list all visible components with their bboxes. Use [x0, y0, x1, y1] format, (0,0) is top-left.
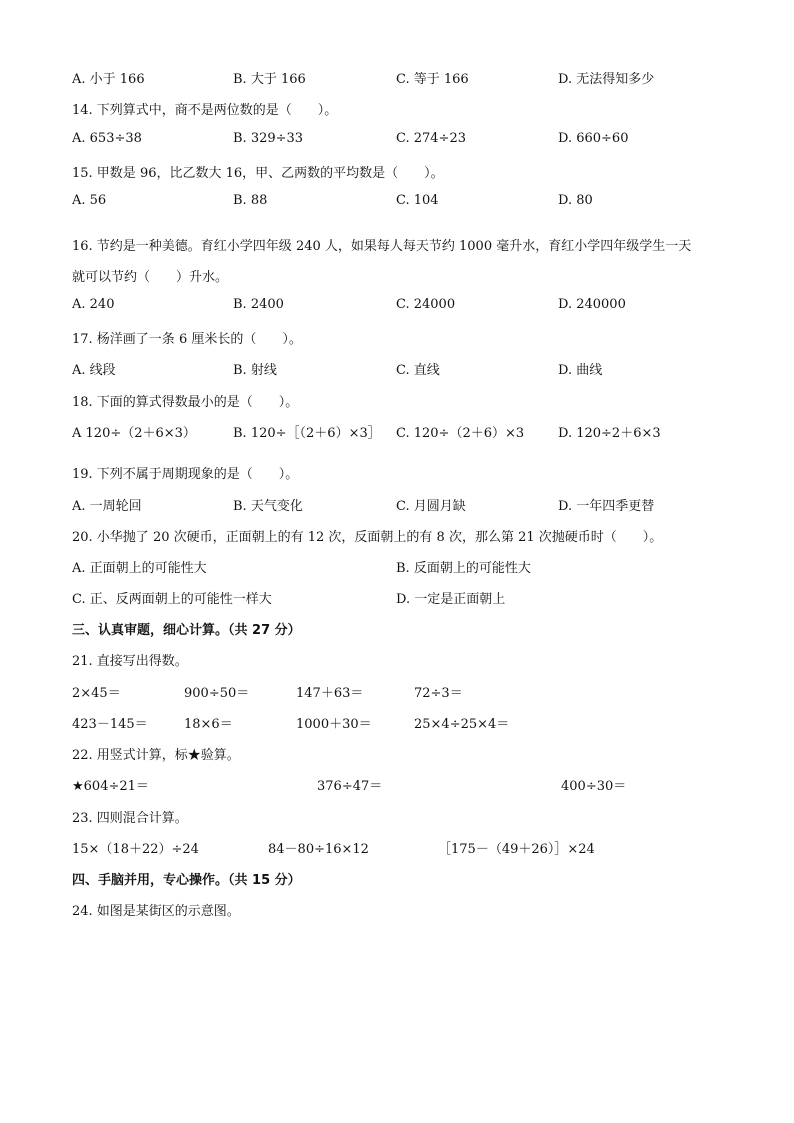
q15-option-c: C. 104 [396, 193, 439, 208]
q22-question: 22. 用竖式计算，标★验算。 [72, 748, 240, 763]
q21-item: 2×45＝ [72, 686, 121, 701]
q16-question-line1: 16. 节约是一种美德。育红小学四年级 240 人，如果每人每天节约 1000 毫升水，育红小学四年级学生一天 [72, 239, 692, 254]
q20-option-b: B. 反面朝上的可能性大 [396, 561, 531, 576]
q23-question: 23. 四则混合计算。 [72, 811, 188, 826]
q14-option-c: C. 274÷23 [396, 131, 466, 146]
q21-item: 72÷3＝ [414, 686, 463, 701]
q16-option-c: C. 24000 [396, 297, 456, 312]
q13-option-b: B. 大于 166 [233, 72, 306, 87]
q17-option-d: D. 曲线 [558, 363, 603, 378]
q16-option-d: D. 240000 [558, 297, 626, 312]
q14-option-a: A. 653÷38 [72, 131, 142, 146]
section-4-heading: 四、手脑并用，专心操作。（共 15 分） [72, 873, 301, 888]
q18-option-b: B. 120÷［（2＋6）×3］ [233, 426, 381, 441]
q21-item: 147＋63＝ [296, 686, 364, 701]
q18-option-d: D. 120÷2＋6×3 [558, 426, 661, 441]
q16-option-b: B. 2400 [233, 297, 284, 312]
q20-question: 20. 小华抛了 20 次硬币，正面朝上的有 12 次，反面朝上的有 8 次，那么第 21 次抛硬币时（ ）。 [72, 530, 663, 545]
q21-question: 21. 直接写出得数。 [72, 654, 188, 669]
q14-option-b: B. 329÷33 [233, 131, 304, 146]
q17-option-c: C. 直线 [396, 363, 440, 378]
q20-option-c: C. 正、反两面朝上的可能性一样大 [72, 592, 272, 607]
q13-option-d: D. 无法得知多少 [558, 72, 655, 87]
q14-question: 14. 下列算式中，商不是两位数的是（ ）。 [72, 103, 338, 118]
q18-option-c: C. 120÷（2＋6）×3 [396, 426, 525, 441]
q15-question: 15. 甲数是 96，比乙数大 16，甲、乙两数的平均数是（ ）。 [72, 166, 444, 181]
q24-question: 24. 如图是某街区的示意图。 [72, 904, 240, 919]
q13-option-a: A. 小于 166 [72, 72, 145, 87]
q15-option-b: B. 88 [233, 193, 268, 208]
q17-question: 17. 杨洋画了一条 6 厘米长的（ ）。 [72, 332, 302, 347]
q13-option-c: C. 等于 166 [396, 72, 469, 87]
q21-item: 900÷50＝ [184, 686, 250, 701]
q21-item: 1000＋30＝ [296, 717, 372, 732]
q20-option-d: D. 一定是正面朝上 [396, 592, 506, 607]
q17-option-a: A. 线段 [72, 363, 116, 378]
q16-question-line2: 就可以节约（ ）升水。 [72, 270, 229, 285]
q23-item: 84－80÷16×12 [268, 842, 369, 857]
q20-option-a: A. 正面朝上的可能性大 [72, 561, 207, 576]
q23-item: ［175－（49＋26）］×24 [438, 842, 595, 857]
q16-option-a: A. 240 [72, 297, 115, 312]
section-3-heading: 三、认真审题，细心计算。（共 27 分） [72, 623, 301, 638]
q22-item: ★604÷21＝ [72, 779, 149, 794]
q18-option-a: A 120÷（2＋6×3） [72, 426, 196, 441]
q19-question: 19. 下列不属于周期现象的是（ ）。 [72, 467, 299, 482]
q19-option-c: C. 月圆月缺 [396, 499, 466, 514]
q23-item: 15×（18＋22）÷24 [72, 842, 199, 857]
q19-option-d: D. 一年四季更替 [558, 499, 655, 514]
q15-option-a: A. 56 [72, 193, 107, 208]
q21-item: 423－145＝ [72, 717, 148, 732]
q19-option-b: B. 天气变化 [233, 499, 303, 514]
q15-option-d: D. 80 [558, 193, 593, 208]
q14-option-d: D. 660÷60 [558, 131, 629, 146]
q17-option-b: B. 射线 [233, 363, 277, 378]
q21-item: 18×6＝ [184, 717, 233, 732]
q22-item: 376÷47＝ [317, 779, 383, 794]
q18-question: 18. 下面的算式得数最小的是（ ）。 [72, 395, 299, 410]
q22-item: 400÷30＝ [561, 779, 627, 794]
q21-item: 25×4÷25×4＝ [414, 717, 510, 732]
q19-option-a: A. 一周轮回 [72, 499, 142, 514]
